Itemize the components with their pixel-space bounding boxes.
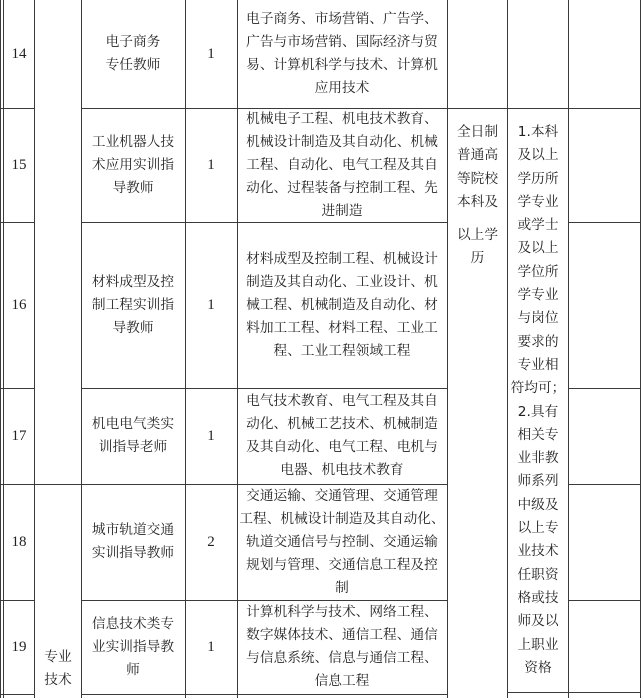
requirement-line: 中级及 — [517, 496, 559, 513]
column-divider — [447, 0, 448, 698]
row-divider — [507, 692, 641, 693]
row-divider — [568, 222, 641, 223]
major-requirements: 交通运输、交通管理、交通管理 工程、机械设计制造及其自动化、 轨道交通信号与控制、交通运输 规划与管理、交通信息工程及控 制 — [239, 487, 445, 596]
requirement-line: 2.具有 — [517, 403, 559, 420]
position-name: 机电电气类实 训指导老师 — [91, 416, 175, 455]
major-requirements: 电子商务、市场营销、广告学、 广告与市场营销、国际经济与贸 易、计算机科学与技术、计算机 应用技术 — [246, 11, 438, 96]
requirement-line: 业技术 — [517, 543, 559, 560]
requirement-line: 学专业 — [517, 193, 559, 210]
requirement-line: 符均可； — [510, 380, 566, 397]
row-divider — [568, 388, 641, 389]
requirement-line: 业非教 — [517, 450, 559, 467]
education-line: 全日制 — [456, 124, 499, 140]
requirement-line: 与岗位 — [517, 310, 559, 327]
major-requirements: 计算机科学与技术、网络工程、 数字媒体技术、通信工程、通信 与信息系统、信息与通信工程、 信息工程 — [246, 604, 438, 689]
position-name: 材料成型及控 制工程实训指 导教师 — [91, 273, 175, 336]
education-requirement — [448, 121, 507, 271]
table-border — [0, 0, 1, 698]
row-number: 19 — [11, 638, 27, 655]
education-line: 本科及 — [456, 193, 499, 210]
requirement-line: 1.本科 — [517, 124, 559, 140]
requirement-line: 要求的 — [517, 333, 559, 350]
row-divider — [81, 694, 447, 695]
position-name: 城市轨道交通 实训指导教师 — [91, 522, 175, 561]
row-number: 14 — [11, 45, 27, 62]
requirement-line: 格或技 — [517, 589, 559, 606]
education-line: 普通高 — [456, 147, 499, 164]
row-divider — [0, 694, 34, 695]
headcount: 1 — [207, 45, 215, 62]
requirement-line: 学专业 — [517, 287, 559, 304]
row-number: 17 — [11, 427, 27, 444]
requirement-line: 学历所 — [517, 170, 559, 187]
requirement-line: 及以上 — [517, 147, 559, 164]
headcount: 1 — [207, 638, 215, 655]
position-name: 工业机器人技 术应用实训指 导教师 — [91, 133, 175, 196]
major-requirements: 电气技术教育、电气工程及其自 动化、机械工艺技术、机械制造 及其自动化、电气工程、电机与 电器、机电技术教育 — [246, 393, 438, 478]
row-number: 18 — [11, 533, 27, 550]
requirement-line: 上职业 — [517, 636, 559, 653]
row-number: 15 — [11, 156, 27, 173]
column-divider — [568, 0, 569, 698]
requirement-line: 相关专 — [517, 426, 559, 443]
position-name: 信息技术类专 业实训指导教 师 — [91, 615, 175, 678]
requirement-line: 任职资 — [517, 566, 559, 583]
requirement-line: 资格 — [524, 659, 552, 676]
headcount: 1 — [207, 156, 215, 173]
other-requirements — [508, 121, 568, 680]
education-line: 以上学 — [456, 227, 499, 244]
requirement-line: 师及以 — [517, 613, 559, 630]
major-requirements: 材料成型及控制工程、机械设计 制造及其自动化、工业设计、机 械工程、机械制造及自动化、材 料加工工程、材料工程、工业工 程、工业工程领域工程 — [246, 250, 438, 359]
requirement-line: 及以上 — [517, 240, 559, 257]
headcount: 1 — [207, 427, 215, 444]
requirement-line: 学位所 — [517, 263, 559, 280]
headcount: 1 — [207, 296, 215, 313]
requirement-line: 专业相 — [517, 356, 559, 373]
major-requirements: 机械电子工程、机电技术教育、 机械设计制造及其自动化、机械 工程、自动化、电气工程及其自 动化、过程装备与控制工程、先 进制造 — [246, 110, 438, 219]
requirement-line: 师系列 — [517, 473, 559, 490]
row-divider — [568, 600, 641, 601]
column-divider — [34, 0, 35, 698]
requirement-line: 或学士 — [517, 217, 559, 234]
row-divider — [568, 484, 641, 485]
position-category: 专业 技术 — [44, 649, 72, 688]
row-number: 16 — [11, 296, 27, 313]
position-name: 电子商务 专任教师 — [105, 34, 161, 73]
headcount: 2 — [207, 533, 215, 550]
education-line: 等院校 — [456, 170, 499, 187]
education-line: 历 — [470, 250, 485, 267]
requirement-line: 以上专 — [517, 520, 559, 537]
